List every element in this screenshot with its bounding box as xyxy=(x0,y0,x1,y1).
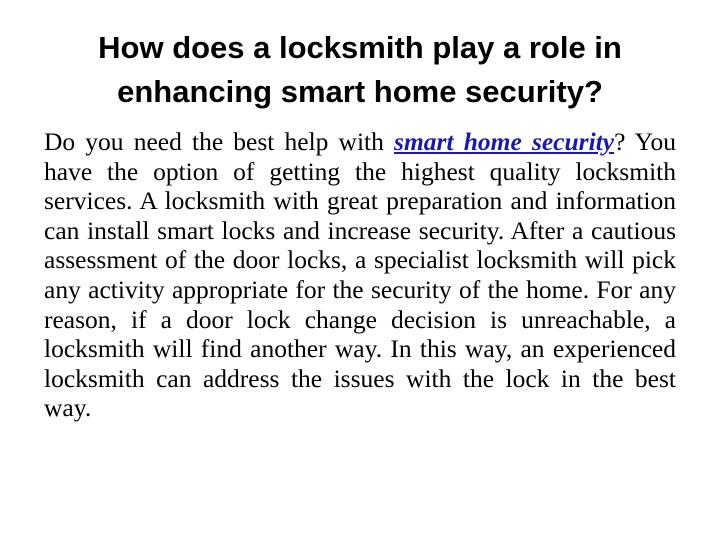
body-rest-text: ? You have the option of getting the highest quality locksmith services. A locksmith with great preparation and information can install smart locks and increase security. After a cautious assessment of the door locks, a specialist locksmith will pick any activity appropriate for the security of the home. For any reason, if a door lock change decision is unreachable, a locksmith will find another way. In this way, an experienced locksmith can address the issues with the lock in the best way. xyxy=(44,127,676,423)
body-intro-text: Do you need the best help with xyxy=(44,127,395,156)
body-paragraph xyxy=(44,127,676,423)
smart-home-security-link[interactable]: smart home security xyxy=(394,127,615,156)
slide-title: How does a locksmith play a role in enhancing smart home security? xyxy=(98,30,622,109)
